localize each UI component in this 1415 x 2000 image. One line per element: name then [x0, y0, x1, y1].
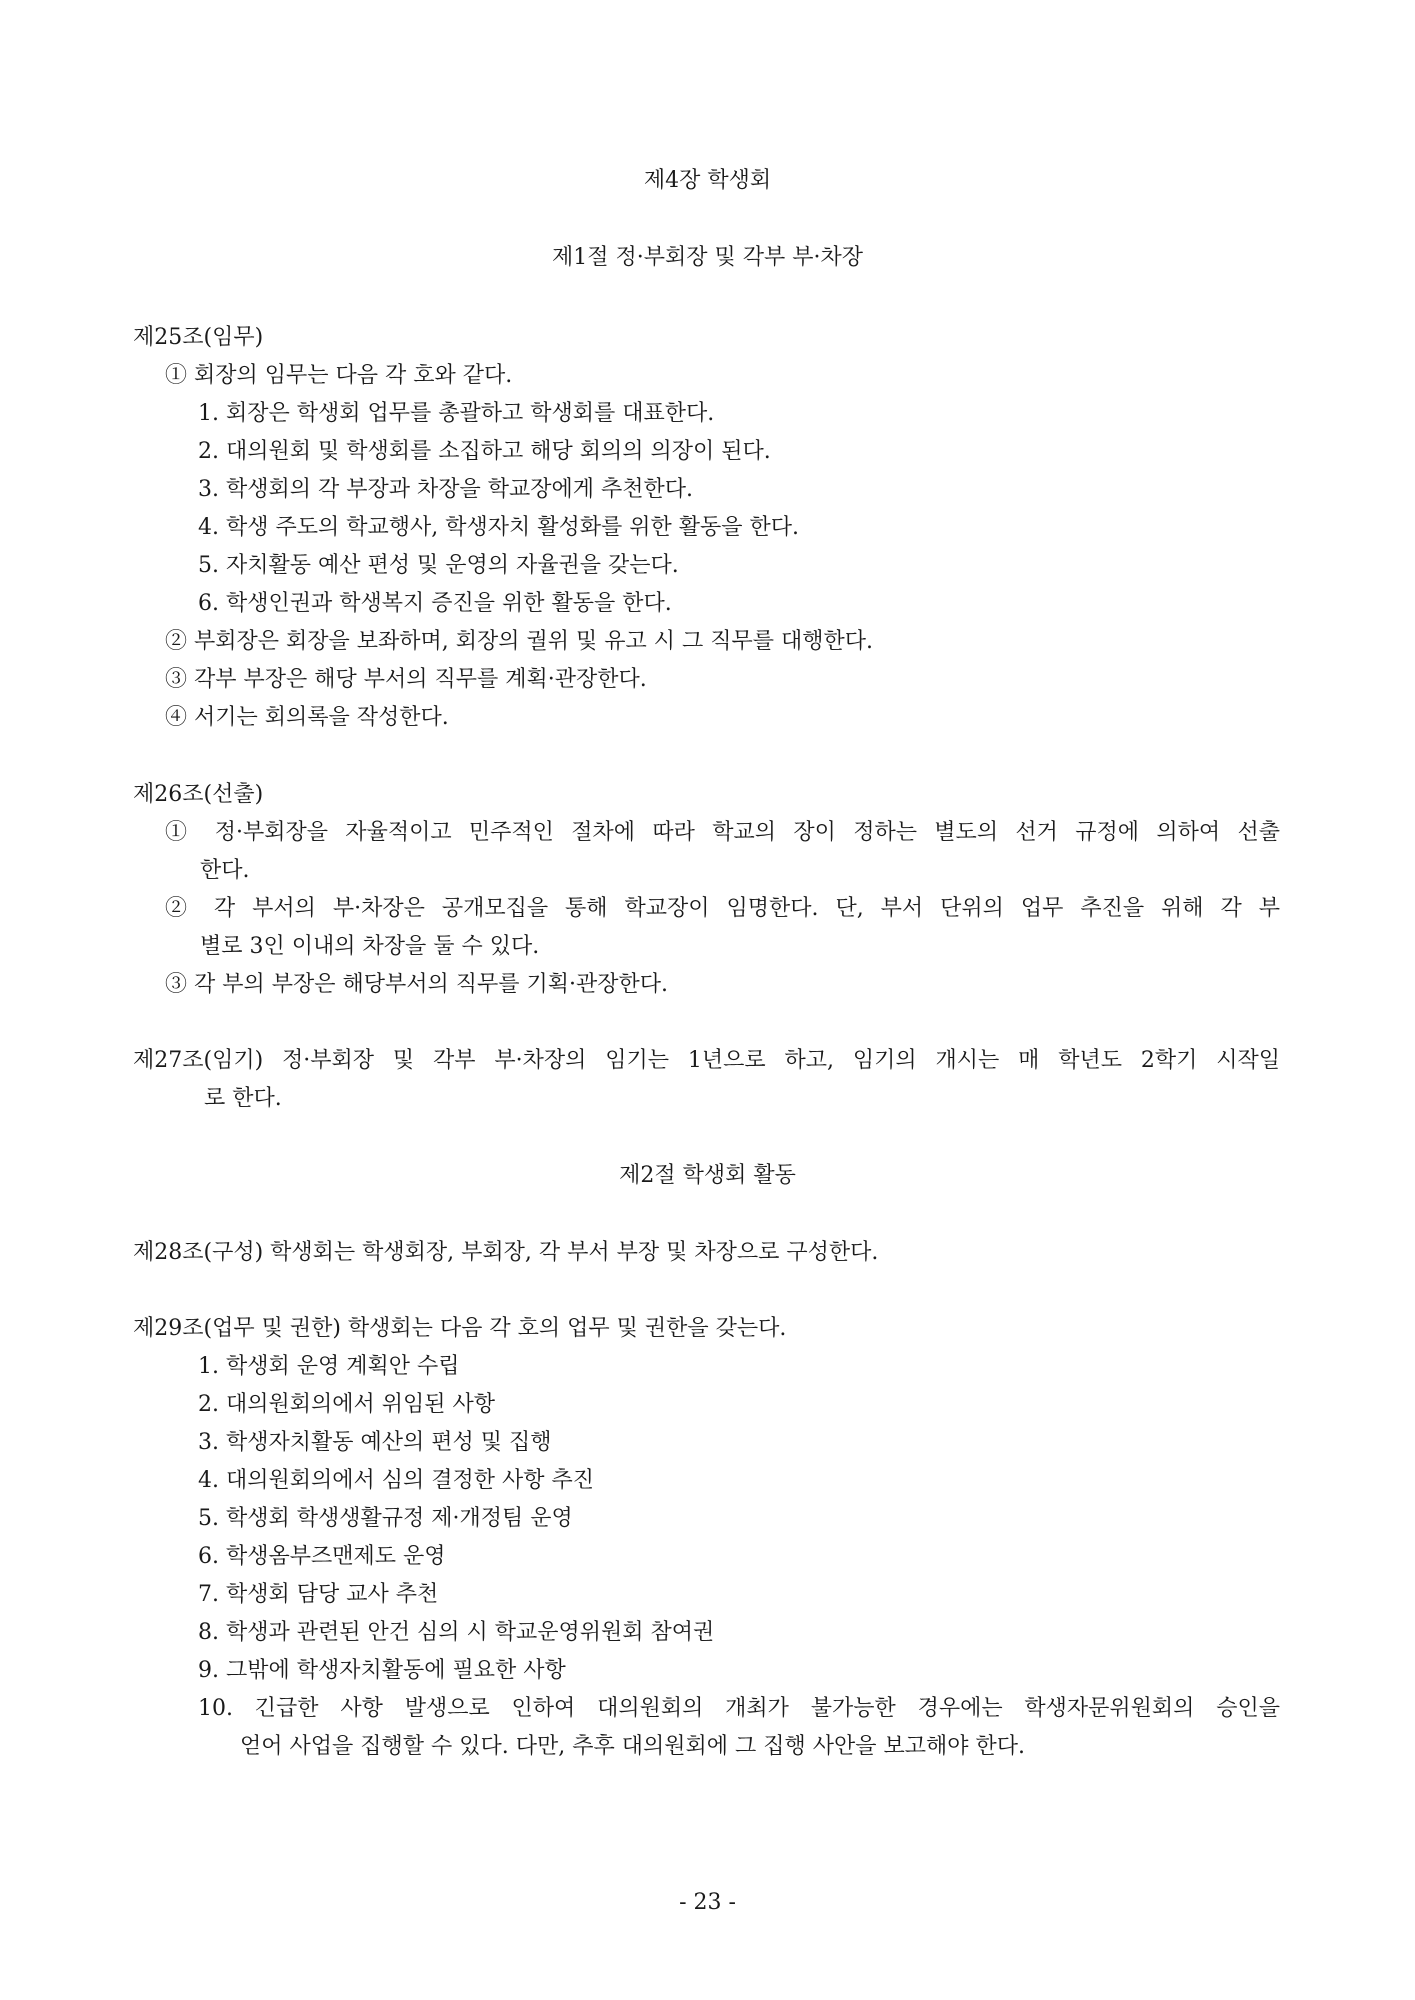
- article-25-paragraph-3: ③ 각부 부장은 해당 부서의 직무를 계획·관장한다.: [165, 667, 647, 692]
- article-25-paragraph-1: ① 회장의 임무는 다음 각 호와 같다.: [165, 363, 513, 388]
- article-28: 제28조(구성) 학생회는 학생회장, 부회장, 각 부서 부장 및 차장으로 구성한다.: [133, 1240, 879, 1265]
- article-25-item-3: 3. 학생회의 각 부장과 차장을 학교장에게 추천한다.: [198, 477, 693, 502]
- article-25-item-6: 6. 학생인권과 학생복지 증진을 위한 활동을 한다.: [198, 591, 672, 616]
- article-29-item-4: 4. 대의원회의에서 심의 결정한 사항 추진: [198, 1468, 594, 1493]
- article-25-item-1: 1. 회장은 학생회 업무를 총괄하고 학생회를 대표한다.: [198, 401, 715, 426]
- chapter-title: 제4장 학생회: [643, 168, 772, 193]
- article-29-item-2: 2. 대의원회의에서 위임된 사항: [198, 1392, 495, 1417]
- article-29-item-8: 8. 학생과 관련된 안건 심의 시 학교운영위원회 참여권: [198, 1620, 715, 1645]
- article-25-item-5: 5. 자치활동 예산 편성 및 운영의 자율권을 갖는다.: [198, 553, 679, 578]
- article-25-item-4: 4. 학생 주도의 학교행사, 학생자치 활성화를 위한 활동을 한다.: [198, 515, 799, 540]
- article-25-item-2: 2. 대의원회 및 학생회를 소집하고 해당 회의의 의장이 된다.: [198, 439, 771, 464]
- article-29-item-6: 6. 학생옴부즈맨제도 운영: [198, 1544, 446, 1569]
- article-29-item-9: 9. 그밖에 학생자치활동에 필요한 사항: [198, 1658, 566, 1683]
- article-25-paragraph-4: ④ 서기는 회의록을 작성한다.: [165, 705, 449, 730]
- article-29-item-7: 7. 학생회 담당 교사 추천: [198, 1582, 439, 1607]
- article-29-heading: 제29조(업무 및 권한) 학생회는 다음 각 호의 업무 및 권한을 갖는다.: [133, 1316, 787, 1341]
- section1-title: 제1절 정·부회장 및 각부 부·차장: [552, 245, 863, 270]
- article-29-item-1: 1. 학생회 운영 계획안 수립: [198, 1354, 460, 1379]
- article-29-item-10-line-2: 얻어 사업을 집행할 수 있다. 다만, 추후 대의원회에 그 집행 사안을 보고해야 한다.: [240, 1734, 1025, 1759]
- article-26-paragraph-3: ③ 각 부의 부장은 해당부서의 직무를 기획·관장한다.: [165, 972, 668, 997]
- article-29-item-3: 3. 학생자치활동 예산의 편성 및 집행: [198, 1430, 552, 1455]
- article-27-line-2: 로 한다.: [204, 1086, 282, 1111]
- article-29-item-10-line-1: 10. 긴급한 사항 발생으로 인하여 대의원회의 개최가 불가능한 경우에는 학생자문위원회의 승인을: [198, 1696, 1280, 1721]
- article-25-heading: 제25조(임무): [133, 325, 264, 350]
- page-number: - 23 -: [679, 1890, 736, 1915]
- article-26-heading: 제26조(선출): [133, 782, 264, 807]
- article-26-paragraph-1-line-1: ① 정·부회장을 자율적이고 민주적인 절차에 따라 학교의 장이 정하는 별도의 선거 규정에 의하여 선출: [165, 820, 1280, 845]
- section2-title: 제2절 학생회 활동: [619, 1163, 796, 1188]
- article-26-paragraph-2-line-1: ② 각 부서의 부·차장은 공개모집을 통해 학교장이 임명한다. 단, 부서 단위의 업무 추진을 위해 각 부: [165, 896, 1280, 921]
- article-27-line-1: 제27조(임기) 정·부회장 및 각부 부·차장의 임기는 1년으로 하고, 임기의 개시는 매 학년도 2학기 시작일: [133, 1048, 1280, 1073]
- article-26-paragraph-2-line-2: 별로 3인 이내의 차장을 둘 수 있다.: [200, 934, 540, 959]
- article-25-paragraph-2: ② 부회장은 회장을 보좌하며, 회장의 궐위 및 유고 시 그 직무를 대행한다.: [165, 629, 873, 654]
- article-29-item-5: 5. 학생회 학생생활규정 제·개정팀 운영: [198, 1506, 573, 1531]
- article-26-paragraph-1-line-2: 한다.: [200, 858, 250, 883]
